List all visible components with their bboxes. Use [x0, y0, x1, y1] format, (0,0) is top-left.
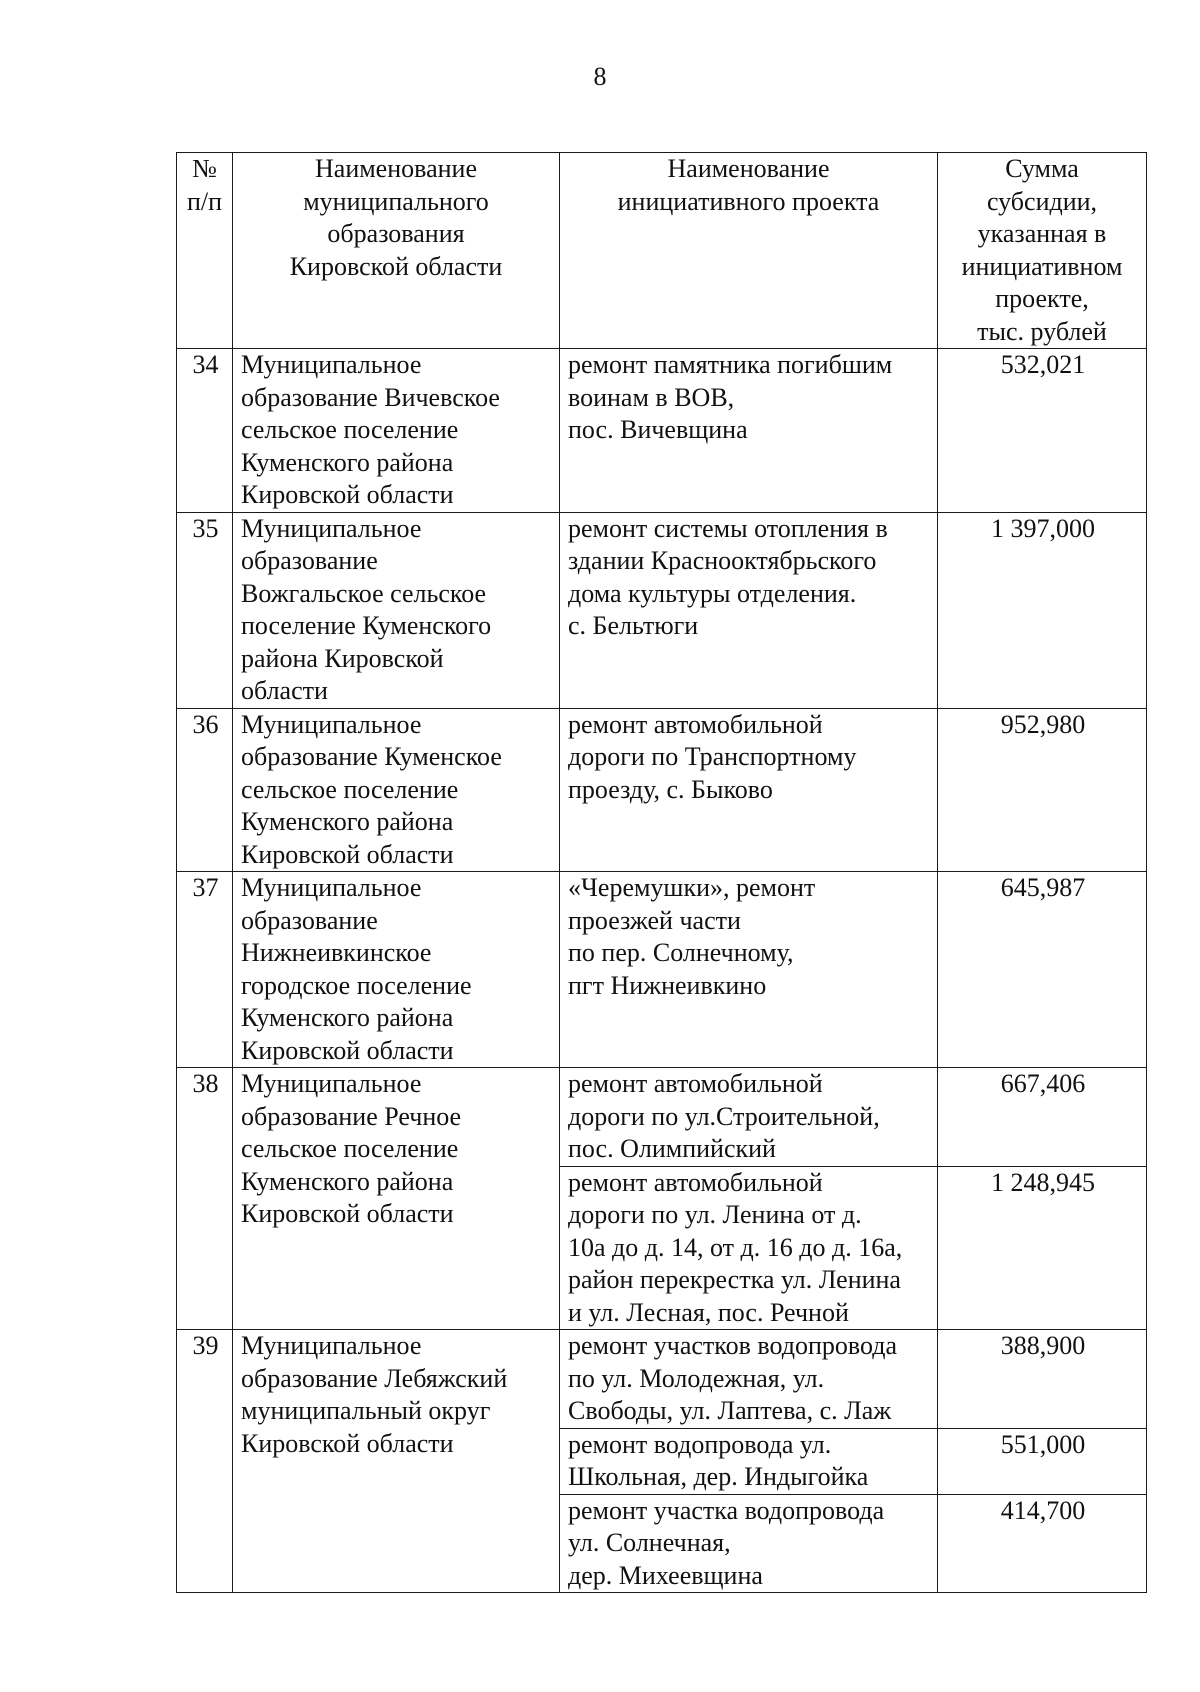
text-line: сельское поселение — [241, 774, 459, 804]
text-line: проекте, — [995, 284, 1089, 313]
page-number: 8 — [593, 62, 607, 91]
text-line: образование — [241, 546, 378, 575]
text-line: пос. Олимпийский — [568, 1134, 776, 1163]
text-line: ремонт участков водопровода — [568, 1331, 897, 1360]
row-number: 39 — [177, 1330, 233, 1593]
text-line: Вожгальское сельское — [241, 578, 487, 608]
text-line: проезду, с. Быково — [568, 774, 773, 804]
text-line: по ул. Молодежная, ул. — [568, 1363, 825, 1393]
text-line: образование — [241, 905, 378, 935]
text-line: образования — [327, 219, 465, 248]
text-line: пос. Вичевщина — [568, 415, 748, 444]
project-name — [560, 1428, 938, 1494]
subsidy-amount: 532,021 — [938, 349, 1147, 513]
text-line: образование Куменское — [241, 742, 502, 771]
text-line: дороги по ул. Ленина от д. — [568, 1200, 862, 1229]
text-line: ремонт автомобильной — [568, 1069, 823, 1098]
text-line: ремонт участка водопровода — [568, 1495, 885, 1525]
subsidy-amount: 1 397,000 — [938, 512, 1147, 708]
text-line: Куменского района — [241, 1003, 454, 1032]
text-line: 10а до д. 14, от д. 16 до д. 16а, — [568, 1232, 903, 1262]
text-line: Муниципальное — [241, 709, 422, 739]
text-line: образование Лебяжский — [241, 1363, 508, 1393]
text-line: Муниципальное — [241, 1069, 422, 1098]
text-line: инициативного проекта — [617, 186, 880, 216]
subsidy-amount: 551,000 — [938, 1428, 1147, 1494]
municipality-name — [233, 349, 560, 513]
text-line: дороги по Транспортному — [568, 742, 857, 771]
text-line: Свободы, ул. Лаптева, с. Лаж — [568, 1396, 892, 1425]
project-name — [560, 1330, 938, 1429]
text-line: Муниципальное — [241, 513, 422, 543]
municipality-name — [233, 1068, 560, 1330]
municipality-name — [233, 512, 560, 708]
text-line: и ул. Лесная, пос. Речной — [568, 1297, 849, 1327]
row-number: 36 — [177, 708, 233, 872]
text-line: сельское поселение — [241, 1134, 459, 1163]
text-line: Муниципальное — [241, 350, 422, 379]
table-row — [177, 872, 1147, 1068]
project-name — [560, 1068, 938, 1167]
text-line: ремонт памятника погибшим — [568, 350, 893, 379]
table-header-row — [177, 153, 1147, 349]
text-line: дер. Михеевщина — [568, 1560, 763, 1590]
text-line: Наименование — [315, 154, 477, 183]
header-sum — [938, 153, 1147, 349]
text-line: Муниципальное — [241, 1331, 422, 1360]
table-row — [177, 708, 1147, 872]
text-line: дороги по ул.Строительной, — [568, 1101, 880, 1131]
text-line: Кировской области — [241, 1035, 454, 1065]
text-line: Куменского района — [241, 447, 454, 477]
project-name — [560, 512, 938, 708]
row-number: 34 — [177, 349, 233, 513]
text-line: ремонт системы отопления в — [568, 513, 888, 543]
text-line: Наименование — [667, 154, 830, 183]
project-name — [560, 349, 938, 513]
text-line: тыс. рублей — [977, 316, 1107, 346]
text-line: муниципальный округ — [241, 1396, 491, 1425]
table-row — [177, 1068, 1147, 1167]
table-row — [177, 512, 1147, 708]
text-line: воинам в ВОВ, — [568, 382, 735, 412]
text-line: Кировской области — [289, 251, 503, 281]
row-number: 37 — [177, 872, 233, 1068]
text-line: с. Бельтюги — [568, 611, 699, 640]
text-line: Кировской области — [241, 480, 454, 509]
subsidy-amount: 1 248,945 — [938, 1166, 1147, 1330]
text-line: Куменского района — [241, 1166, 454, 1196]
text-line: инициативном — [961, 251, 1123, 281]
municipality-name — [233, 872, 560, 1068]
header-num — [177, 153, 233, 349]
row-number: 38 — [177, 1068, 233, 1330]
table-row — [177, 1330, 1147, 1429]
text-line: проезжей части — [568, 905, 741, 935]
text-line: Школьная, дер. Индыгойка — [568, 1462, 869, 1491]
subsidy-amount: 645,987 — [938, 872, 1147, 1068]
project-name — [560, 1494, 938, 1593]
subsidy-table — [176, 152, 1147, 1593]
text-line: ремонт автомобильной — [568, 709, 823, 739]
text-line: района Кировской — [241, 643, 444, 673]
text-line: области — [241, 676, 328, 705]
text-line: ремонт автомобильной — [568, 1167, 823, 1197]
text-line: Нижнеивкинское — [241, 938, 432, 967]
text-line: муниципального — [303, 186, 489, 216]
subsidy-amount: 952,980 — [938, 708, 1147, 872]
text-line: Сумма — [1005, 154, 1079, 183]
text-line: п/п — [186, 186, 223, 216]
table-row — [177, 349, 1147, 513]
project-name — [560, 872, 938, 1068]
text-line: «Черемушки», ремонт — [568, 873, 816, 902]
header-municipality — [233, 153, 560, 349]
text-line: городское поселение — [241, 970, 472, 1000]
municipality-name — [233, 708, 560, 872]
text-line: по пер. Солнечному, — [568, 938, 794, 967]
text-line: поселение Куменского — [241, 611, 492, 640]
table-body — [177, 349, 1147, 1593]
text-line: сельское поселение — [241, 415, 459, 444]
text-line: Кировской области — [241, 839, 454, 869]
text-line: указанная в — [977, 219, 1107, 248]
text-line: Кировской области — [241, 1199, 454, 1228]
text-line: ремонт водопровода ул. — [568, 1429, 832, 1459]
text-line: субсидии, — [986, 186, 1098, 216]
project-name — [560, 1166, 938, 1330]
text-line: Кировской области — [241, 1428, 454, 1458]
row-number: 35 — [177, 512, 233, 708]
project-name — [560, 708, 938, 872]
header-project — [560, 153, 938, 349]
subsidy-amount: 388,900 — [938, 1330, 1147, 1429]
text-line: № — [192, 154, 217, 183]
text-line: пгт Нижнеивкино — [568, 970, 767, 1000]
subsidy-amount: 667,406 — [938, 1068, 1147, 1167]
municipality-name — [233, 1330, 560, 1593]
subsidy-amount: 414,700 — [938, 1494, 1147, 1593]
text-line: образование Речное — [241, 1101, 462, 1131]
text-line: Муниципальное — [241, 873, 422, 902]
text-line: дома культуры отделения. — [568, 578, 857, 608]
text-line: образование Вичевское — [241, 382, 500, 412]
text-line: ул. Солнечная, — [568, 1528, 731, 1557]
text-line: район перекрестка ул. Ленина — [568, 1265, 901, 1294]
text-line: Куменского района — [241, 807, 454, 836]
text-line: здании Краснооктябрьского — [568, 546, 877, 575]
